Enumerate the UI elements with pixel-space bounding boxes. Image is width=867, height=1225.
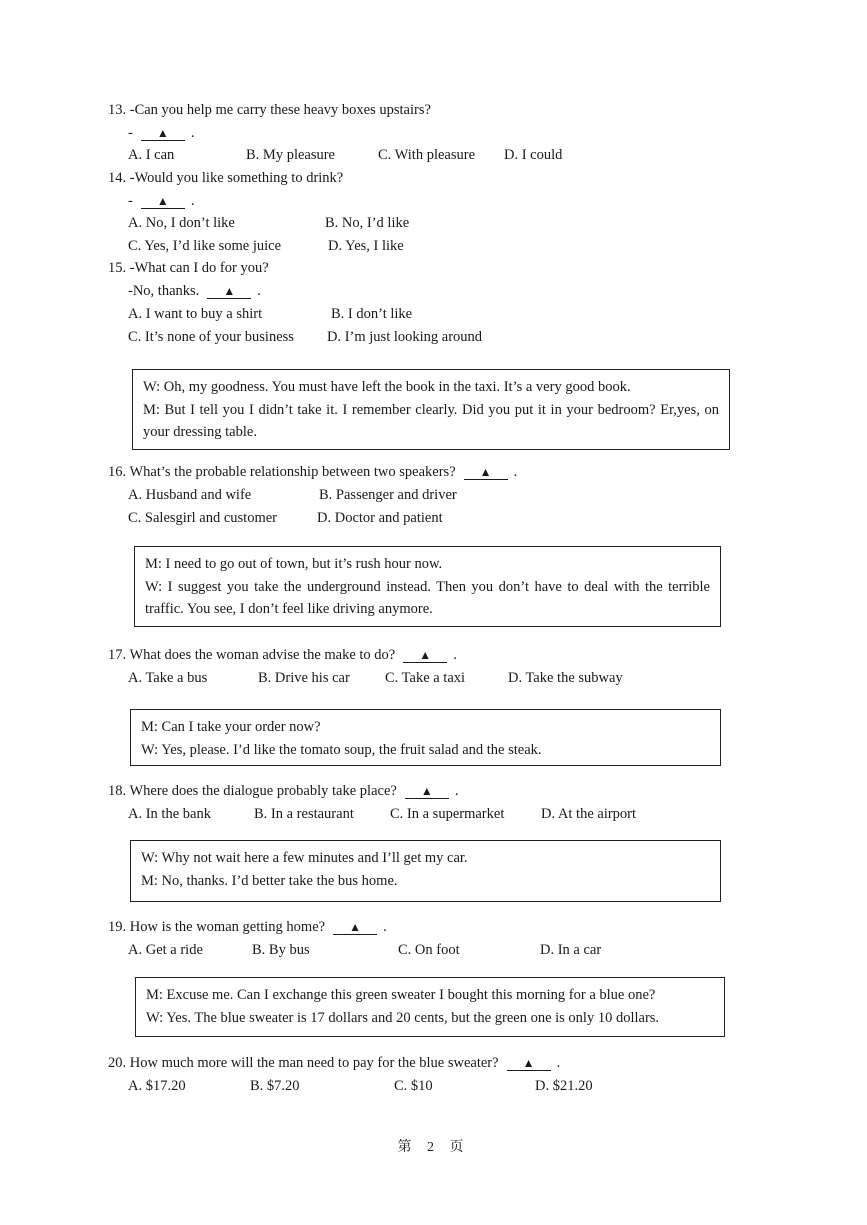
question-15-option-b: B. I don’t like: [331, 306, 413, 322]
answer-blank[interactable]: ▲: [333, 920, 377, 935]
question-18-option-b: B. In a restaurant: [254, 806, 354, 822]
answer-blank[interactable]: ▲: [507, 1056, 551, 1071]
question-14-option-b: B. No, I’d like: [325, 215, 410, 231]
answer-blank[interactable]: ▲: [464, 465, 508, 480]
dialogue-line-woman: W: Yes. The blue sweater is 17 dollars and 20 cents, but the green one is only 10 dollars.: [146, 1009, 660, 1026]
question-13-option-c: C. With pleasure: [378, 147, 476, 163]
question-13-option-b: B. My pleasure: [246, 147, 335, 163]
question-15-reply: -No, thanks. ▲ .: [128, 283, 261, 299]
dialogue-line-woman: W: Why not wait here a few minutes and I’ll get my car.: [141, 850, 468, 866]
question-17-option-d: D. Take the subway: [508, 670, 623, 686]
dialogue-line-woman: W: I suggest you take the underground instead. Then you don’t have to deal with the terrible traffic. You see, I don’t feel like driving anymore.: [145, 578, 710, 617]
answer-blank[interactable]: ▲: [141, 194, 185, 209]
question-17-option-b: B. Drive his car: [258, 670, 350, 686]
question-18-stem: 18. Where does the dialogue probably take place? ▲ .: [108, 783, 459, 799]
question-14-option-c: C. Yes, I’d like some juice: [128, 238, 282, 254]
answer-blank[interactable]: ▲: [405, 784, 449, 799]
question-13-stem: 13. -Can you help me carry these heavy boxes upstairs?: [108, 102, 431, 118]
question-13-reply: - ▲ .: [128, 125, 195, 141]
question-15-stem: 15. -What can I do for you?: [108, 260, 269, 276]
dialogue-box-18: [130, 709, 721, 766]
dialogue-box-19: [130, 840, 721, 902]
dialogue-line-man: M: But I tell you I didn’t take it. I remember clearly. Did you put it in your bedroom? Er,yes, on your dressing table.: [143, 401, 719, 440]
question-13-option-a: A. I can: [128, 147, 175, 163]
question-17-stem: 17. What does the woman advise the make to do? ▲ .: [108, 647, 457, 663]
question-20-stem: 20. How much more will the man need to pay for the blue sweater? ▲ .: [108, 1055, 561, 1071]
page-number: 第 2 页: [397, 1140, 470, 1155]
question-16-option-b: B. Passenger and driver: [319, 487, 457, 503]
dialogue-line-man: M: Can I take your order now?: [141, 719, 321, 735]
dialogue-line-woman: W: Yes, please. I’d like the tomato soup, the fruit salad and the steak.: [141, 741, 542, 758]
question-20-option-b: B. $7.20: [250, 1078, 300, 1094]
question-14-option-d: D. Yes, I like: [328, 238, 404, 254]
question-17-option-c: C. Take a taxi: [385, 670, 466, 686]
dialogue-box-17: [134, 546, 721, 627]
answer-blank[interactable]: ▲: [207, 284, 251, 299]
question-15-option-d: D. I’m just looking around: [327, 329, 483, 345]
dialogue-box-16: [132, 369, 730, 450]
question-18-option-d: D. At the airport: [541, 806, 637, 822]
question-16-stem: 16. What’s the probable relationship between two speakers? ▲ .: [108, 464, 518, 480]
question-14-reply: - ▲ .: [128, 193, 195, 209]
dialogue-line-woman: W: Oh, my goodness. You must have left the book in the taxi. It’s a very good book.: [143, 379, 631, 395]
question-20-option-d: D. $21.20: [535, 1078, 593, 1094]
question-14-stem: 14. -Would you like something to drink?: [108, 170, 344, 186]
question-16-option-c: C. Salesgirl and customer: [128, 510, 278, 526]
question-19-option-b: B. By bus: [252, 942, 310, 958]
question-20-option-a: A. $17.20: [128, 1078, 186, 1094]
question-19-option-c: C. On foot: [398, 942, 460, 958]
question-19-option-a: A. Get a ride: [128, 942, 203, 958]
question-16-option-a: A. Husband and wife: [128, 487, 252, 503]
dialogue-line-man: M: No, thanks. I’d better take the bus home.: [141, 872, 398, 889]
dialogue-box-20: [135, 977, 725, 1037]
question-18-option-a: A. In the bank: [128, 806, 211, 822]
question-13-option-d: D. I could: [504, 147, 563, 163]
question-16-option-d: D. Doctor and patient: [317, 510, 443, 526]
question-15-option-c: C. It’s none of your business: [128, 329, 294, 345]
answer-blank[interactable]: ▲: [403, 648, 447, 663]
question-19-stem: 19. How is the woman getting home? ▲ .: [108, 919, 387, 935]
dialogue-line-man: M: Excuse me. Can I exchange this green sweater I bought this morning for a blue one?: [146, 987, 656, 1003]
question-19-option-d: D. In a car: [540, 942, 602, 958]
answer-blank[interactable]: ▲: [141, 126, 185, 141]
question-17-option-a: A. Take a bus: [128, 670, 208, 686]
question-14-option-a: A. No, I don’t like: [128, 215, 235, 231]
question-20-option-c: C. $10: [394, 1078, 433, 1094]
question-15-option-a: A. I want to buy a shirt: [128, 306, 263, 322]
question-18-option-c: C. In a supermarket: [390, 806, 505, 822]
dialogue-line-man: M: I need to go out of town, but it’s rush hour now.: [145, 556, 443, 572]
